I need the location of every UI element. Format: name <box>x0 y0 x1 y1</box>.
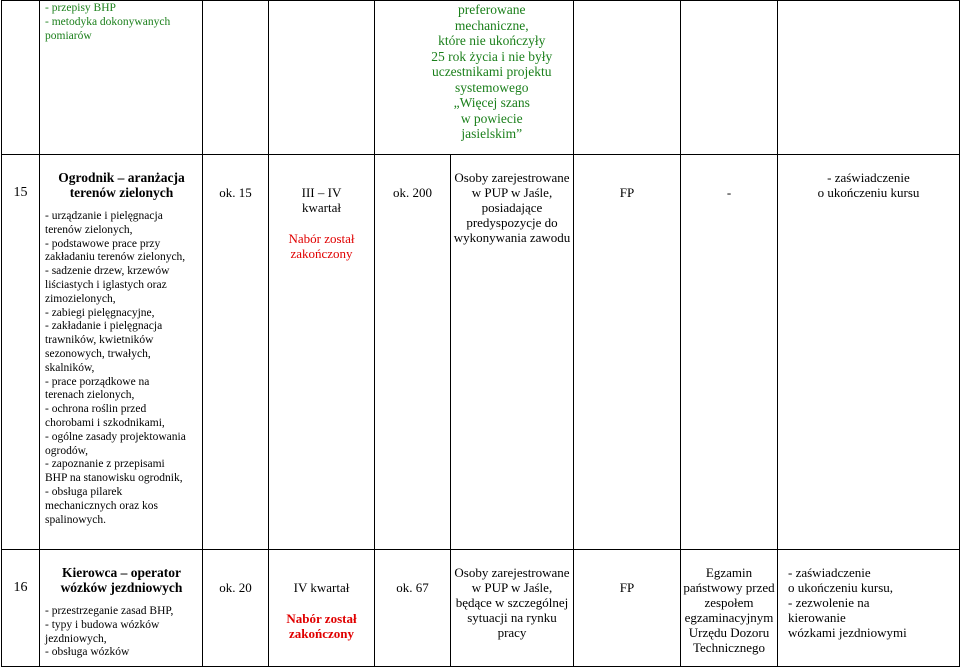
certificate-cell: - zaświadczenie o ukończeniu kursu <box>778 155 960 550</box>
program-cell: - przepisy BHP - metodyka dokonywanych pomiarów <box>40 1 203 155</box>
course-table <box>1 0 960 667</box>
table-row <box>2 155 960 550</box>
certificate-cell: - zaświadczenie o ukończeniu kursu, - zezwolenie na kierowanie wózkami jezdniowymi <box>778 550 960 667</box>
cost-cell: ok. 200 <box>375 155 451 550</box>
target-group-cell: Osoby zarejestrowane w PUP w Jaśle, będące w szczególnej sytuacji na rynku pracy <box>451 550 574 667</box>
people-count: ok. 15 <box>203 155 269 550</box>
people-count: ok. 20 <box>203 550 269 667</box>
course-cell: Kierowca – operator wózków jezdniowych - przestrzeganie zasad BHP, - typy i budowa wózków jezdniowych, - obsługa wózków <box>40 550 203 667</box>
row-number: 16 <box>2 550 40 667</box>
exam-cell: Egzamin państwowy przed zespołem egzaminacyjnym Urzędu Dozoru Technicznego <box>681 550 778 667</box>
term-cell: III – IV kwartał Nabór został zakończony <box>269 155 375 550</box>
course-cell: Ogrodnik – aranżacja terenów zielonych - urządzanie i pielęgnacja terenów zielonych, - podstawowe prace przy zakładaniu terenów zielonych, - sadzenie drzew, krzewów liściastych i iglastych oraz zimozielonych, - zabiegi pielęgnacyjne, - zakładanie i pielęgnacja trawników, kwietników sezonowych, trwałych, skalników, - prace porządkowe na terenach zielonych, - ochrona roślin przed chorobami i szkodnikami, - ogólne zasady projektowania ogrodów, - zapoznanie z przepisami BHP na stanowisku ogrodnik, - obsługa pilarek mechanicznych oraz kos spalinowych. <box>40 155 203 550</box>
row-number: 15 <box>2 155 40 550</box>
funding-source: FP <box>574 155 681 550</box>
cost-cell: ok. 67 <box>375 550 451 667</box>
table-row <box>2 550 960 667</box>
term-cell: IV kwartał Nabór został zakończony <box>269 550 375 667</box>
target-group-cell: Osoby zarejestrowane w PUP w Jaśle, posiadające predyspozycje do wykonywania zawodu <box>451 155 574 550</box>
funding-source: FP <box>574 550 681 667</box>
target-group-cell: preferowane mechaniczne, które nie ukończyły 25 rok życia i nie były uczestnikami projektu systemowego „Więcej szans w powiecie jasielskim” <box>451 1 574 155</box>
exam-cell: - <box>681 155 778 550</box>
table-row <box>2 1 960 155</box>
